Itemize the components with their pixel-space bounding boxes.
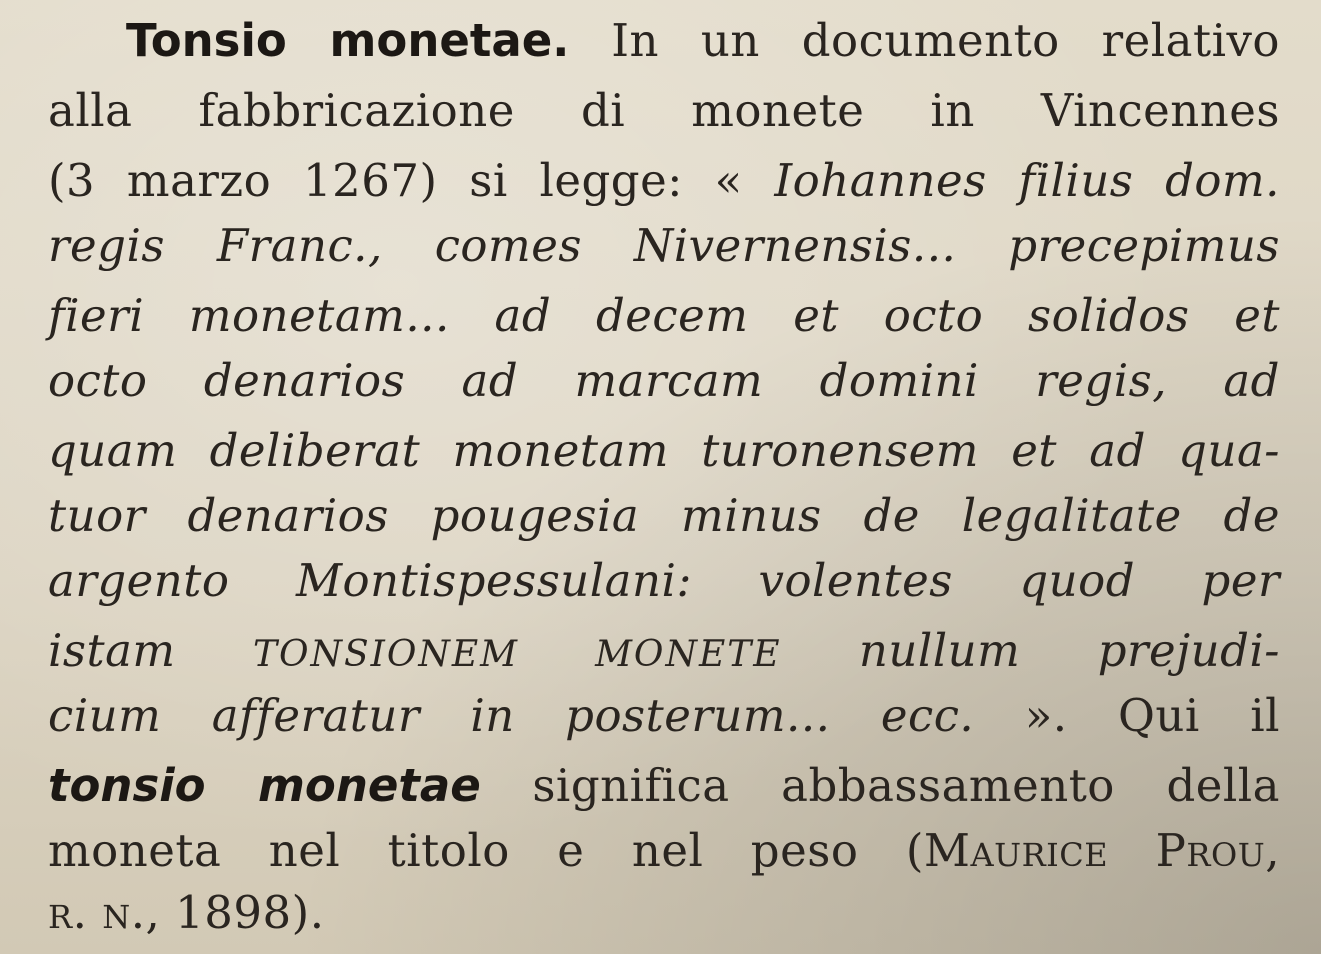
latin-quote-segment: istam: [48, 624, 253, 677]
text-segment: alla fabbricazione di monete in Vincennes: [48, 84, 1280, 137]
entry-line-13: [48, 818, 1280, 884]
latin-quote-segment: octo denarios ad marcam domini regis, ad: [48, 354, 1280, 407]
entry-line-11: [48, 683, 1280, 749]
citation-source: r. n.: [48, 886, 146, 939]
entry-line-9: [48, 548, 1280, 614]
entry-line-4: [48, 213, 1280, 279]
entry-line-8: [48, 483, 1280, 549]
latin-quote-segment: Iohannes filius dom.: [774, 154, 1280, 207]
citation-year: , 1898).: [145, 886, 325, 939]
latin-quote-segment: argento Montispessulani: volentes quod per: [48, 554, 1280, 607]
text-segment: ». Qui il: [974, 689, 1280, 742]
entry-line-1: [126, 8, 1280, 74]
author-name: Maurice Prou: [923, 824, 1266, 877]
text-segment: ,: [1265, 824, 1280, 877]
text-segment: moneta nel titolo e nel peso (: [48, 824, 924, 877]
entry-headword: Tonsio monetae.: [126, 14, 570, 67]
latin-quote-segment: cium afferatur in posterum... ecc.: [48, 689, 975, 742]
text-segment: (3 marzo 1267) si legge: «: [48, 154, 775, 207]
latin-quote-segment: regis Franc., comes Nivernensis... precepimus: [48, 219, 1280, 272]
latin-quote-segment: fieri monetam... ad decem et octo solidos et: [48, 289, 1280, 342]
term-emphasis: tonsio monetae: [48, 759, 481, 812]
text-segment: In un documento relativo: [611, 14, 1280, 67]
entry-line-6: [48, 348, 1280, 414]
entry-line-10: [48, 618, 1280, 684]
entry-line-12: [48, 753, 1280, 819]
latin-quote-caps: TONSIONEM MONETE: [252, 634, 782, 675]
text-segment: significa abbassamento della: [480, 759, 1281, 812]
entry-line-3: [48, 148, 1280, 214]
entry-line-5: [48, 283, 1280, 349]
latin-quote-segment: tuor denarios pougesia minus de legalitate de: [48, 489, 1280, 542]
entry-line-14: [48, 880, 1280, 946]
latin-quote-segment: quam deliberat monetam turonensem et ad qua-: [48, 424, 1280, 477]
entry-line-7: [48, 418, 1280, 484]
latin-quote-segment: nullum prejudi-: [781, 624, 1280, 677]
entry-line-2: [48, 78, 1280, 144]
